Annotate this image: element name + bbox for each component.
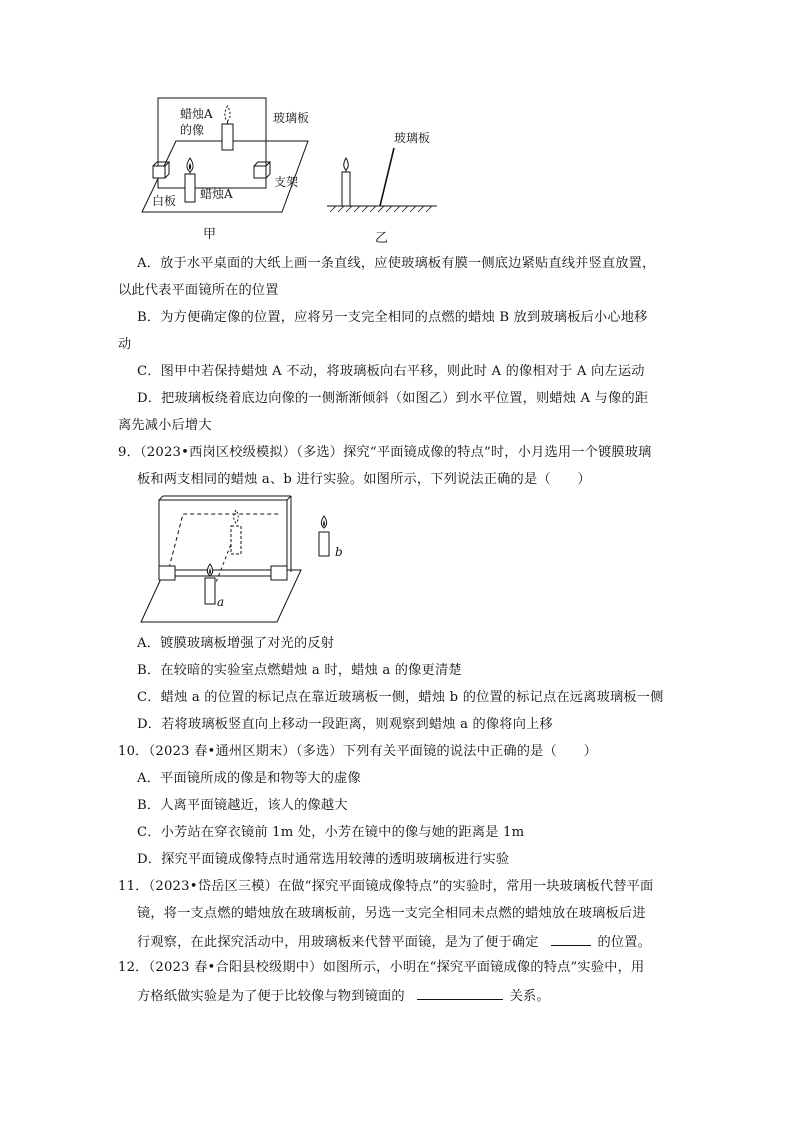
q8-option-b-line1: B．为方便确定像的位置，应将另一支完全相同的点燃的蜡烛 B 放到玻璃板后小心地移 [137, 310, 648, 325]
q9-option-a: A．镀膜玻璃板增强了对光的反射 [137, 636, 335, 651]
caption-yi: 乙 [375, 231, 389, 246]
label-candle-a: 蜡烛A [200, 187, 233, 201]
q12-stem-line2-pre: 方格纸做实验是为了便于比较像与物到镜面的 [137, 989, 405, 1004]
q11-stem-line1: 11．（2023•岱岳区三模）在做“探究平面镜成像特点”的实验时，常用一块玻璃板代替平面 [118, 879, 654, 894]
q11-stem-line2: 镜，将一支点燃的蜡烛放在玻璃板前，另选一支完全相同未点燃的蜡烛放在玻璃板后进 [137, 906, 646, 921]
q9-candle-b [319, 516, 329, 556]
label-candle-image-2: 的像 [180, 123, 205, 137]
q12-stem-line1: 12．（2023 春•合阳县校级期中）如图所示，小明在“探究平面镜成像的特点”实验中，用 [118, 960, 645, 975]
q11-stem-line3 [137, 931, 651, 953]
q11-stem-line3-pre: 行观察，在此探究活动中，用玻璃板来代替平面镜，是为了便于确定 [137, 935, 539, 950]
figure-yi [322, 126, 442, 248]
q9-stem-line2: 板和两支相同的蜡烛 a、b 进行实验。如图所示，下列说法正确的是（ ） [137, 472, 591, 487]
caption-jia: 甲 [203, 227, 217, 242]
q11-stem-line3-post: 的位置。 [597, 935, 651, 950]
q11-answer-blank[interactable] [551, 931, 591, 946]
q12-stem-line2 [137, 985, 550, 1007]
q8-option-a-line1: A．放于水平桌面的大纸上画一条直线，应使玻璃板有膜一侧底边紧贴直线并竖直放置， [137, 256, 656, 271]
candle-yi [342, 158, 350, 206]
q8-option-d-line2: 离先减小后增大 [118, 418, 212, 433]
q9-stand-left [159, 566, 175, 580]
candle-a [185, 158, 195, 202]
stand-left [153, 162, 169, 178]
q9-option-d: D．若将玻璃板竖直向上移动一段距离，则观察到蜡烛 a 的像将向上移 [137, 717, 553, 732]
q12-answer-blank[interactable] [417, 985, 503, 1000]
q10-option-d: D．探究平面镜成像特点时通常选用较薄的透明玻璃板进行实验 [137, 852, 510, 867]
label-candle-image-1: 蜡烛A [180, 107, 213, 121]
q10-option-c: C．小芳站在穿衣镜前 1m 处，小芳在镜中的像与她的距离是 1m [137, 825, 525, 840]
tilted-glass [380, 148, 394, 206]
label-glass-plate-yi: 玻璃板 [394, 131, 431, 145]
q9-label-b: b [335, 545, 343, 559]
q8-option-a-line2: 以此代表平面镜所在的位置 [118, 283, 279, 298]
stand-right [254, 162, 270, 178]
label-stand: 支架 [274, 175, 299, 189]
figure-q9 [135, 494, 350, 626]
candle-image [222, 106, 233, 150]
figure-jia [130, 92, 330, 242]
q9-stand-right [271, 566, 287, 580]
q8-option-c: C．图甲中若保持蜡烛 A 不动，将玻璃板向右平移，则此时 A 的像相对于 A 向左运动 [137, 364, 645, 379]
q9-option-b: B．在较暗的实验室点燃蜡烛 a 时，蜡烛 a 的像更清楚 [137, 663, 462, 678]
q9-option-c: C．蜡烛 a 的位置的标记点在靠近玻璃板一侧，蜡烛 b 的位置的标记点在远离玻璃板一侧 [137, 690, 664, 705]
label-white-board: 白板 [152, 194, 177, 208]
q10-option-b: B．人离平面镜越近，该人的像越大 [137, 798, 348, 813]
label-glass-plate: 玻璃板 [273, 111, 310, 125]
table-hatching [330, 206, 432, 212]
q9-stem-line1: 9．（2023•西岗区校级模拟）（多选）探究“平面镜成像的特点”时，小月选用一个镀膜玻璃 [118, 445, 652, 460]
q8-option-b-line2: 动 [118, 337, 132, 352]
q8-option-d-line1: D．把玻璃板绕着底边向像的一侧渐渐倾斜（如图乙）到水平位置，则蜡烛 A 与像的距 [137, 391, 649, 406]
q10-option-a: A．平面镜所成的像是和物等大的虚像 [137, 771, 361, 786]
q10-stem: 10．（2023 春•通州区期末）（多选）下列有关平面镜的说法中正确的是（ ） [118, 744, 598, 759]
q12-stem-line2-post: 关系。 [509, 989, 550, 1004]
q9-label-a: a [217, 595, 225, 609]
